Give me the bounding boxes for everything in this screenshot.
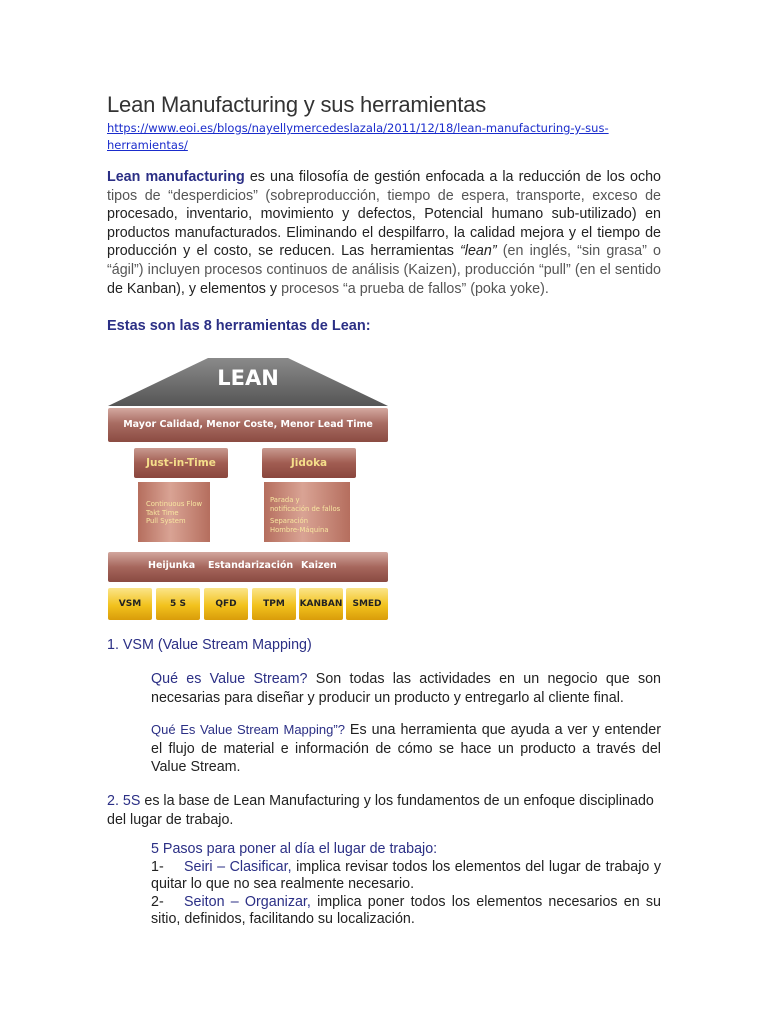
lean-house-diagram xyxy=(108,356,388,622)
pillar-cap-jit-label: Just-in-Time xyxy=(146,457,216,469)
base-item-estandarizacion: Estandarización xyxy=(208,560,294,571)
step-name: Seiton – Organizar, xyxy=(184,893,311,910)
pillar-jit-item: Continuous Flow xyxy=(146,500,203,508)
intro-text-2: tipos de “desperdicios” (sobreproducción, tiempo de espera, transporte, exceso de xyxy=(107,187,661,204)
pillar-jidoka xyxy=(264,482,350,542)
pillar-jidoka-item: Parada y xyxy=(270,496,300,504)
intro-text-3: procesado, inventario, movimiento y defectos, Potencial humano sub-utilizado) en productos manufacturados. Eliminando el despilfarro, la calidad mejora y el tiempo de producción y el costo, se reducen. Las herramientas xyxy=(107,206,661,260)
pillar-jidoka-item: notificación de fallos xyxy=(270,504,341,513)
intro-lean-word: “lean” xyxy=(460,243,497,260)
intro-text-6: procesos “a prueba de fallos” (poka yoke). xyxy=(281,280,549,297)
intro-text-4: (en inglés, “sin grasa” o “ágil”) incluyen procesos continuos de análisis (Kaizen), producción “pull” (en el sentido xyxy=(107,243,661,278)
base-item-heijunka: Heijunka xyxy=(148,560,196,571)
goals-beam xyxy=(108,408,388,442)
base-item-kaizen: Kaizen xyxy=(301,560,337,571)
intro-lead-term: Lean manufacturing xyxy=(107,169,245,185)
tool-qfd: QFD xyxy=(204,588,248,620)
section-1-paragraph-1 xyxy=(151,670,661,707)
section-1-answer-1: Son todas las actividades en un negocio que son necesarias para diseñar y producir un producto y entregarlo al cliente final. xyxy=(151,671,661,706)
section-2-text: es la base de Lean Manufacturing y los fundamentos de un enfoque disciplinado del lugar de trabajo. xyxy=(107,793,654,828)
tools-heading: Estas son las 8 herramientas de Lean: xyxy=(107,318,371,334)
section-2-number: 2. 5S xyxy=(107,793,141,809)
pillar-cap-jidoka-label: Jidoka xyxy=(290,457,328,469)
intro-paragraph xyxy=(107,168,661,298)
pillar-cap-jit xyxy=(134,448,228,478)
steps-heading: 5 Pasos para poner al día el lugar de trabajo: xyxy=(151,841,438,857)
foundation-bar xyxy=(108,552,388,582)
section-2-paragraph xyxy=(107,792,662,829)
step-item xyxy=(151,859,661,894)
tool-tpm: TPM xyxy=(252,588,296,620)
section-1-question-1: Qué es Value Stream? xyxy=(151,671,308,687)
step-item xyxy=(151,894,661,929)
page-title: Lean Manufacturing y sus herramientas xyxy=(107,92,487,117)
section-1-paragraph-2 xyxy=(151,721,661,777)
step-text: implica poner todos los elementos necesarios en su sitio, definidos, facilitando su localización. xyxy=(151,893,661,928)
step-number: 2- xyxy=(151,893,164,910)
source-link-line-2[interactable]: herramientas/ xyxy=(107,138,188,152)
tool-smed: SMED xyxy=(346,588,388,620)
step-text: implica revisar todos los elementos del lugar de trabajo y quitar lo que no sea realmente necesario. xyxy=(151,858,661,893)
step-name: Seiri – Clasificar, xyxy=(184,858,292,875)
section-1-heading: 1. VSM (Value Stream Mapping) xyxy=(107,637,312,653)
roof-label: LEAN xyxy=(217,366,279,390)
intro-text-5: de Kanban), y elementos y xyxy=(107,280,282,297)
goals-beam-label: Mayor Calidad, Menor Coste, Menor Lead Time xyxy=(123,419,373,430)
tool-kanban: KANBAN xyxy=(299,588,343,620)
pillar-jidoka-item: Hombre-Máquina xyxy=(270,525,329,534)
section-1-question-2: Qué Es Value Stream Mapping”? xyxy=(151,722,345,737)
pillar-jidoka-item: Separación xyxy=(270,517,309,525)
source-link[interactable] xyxy=(107,120,627,154)
section-1-answer-2: Es una herramienta que ayuda a ver y entender el flujo de material e información de cómo se hace un producto a través del Value Stream. xyxy=(151,722,661,776)
tool-vsm: VSM xyxy=(108,588,152,620)
intro-text-1: es una filosofía de gestión enfocada a la reducción de los ocho xyxy=(244,169,661,185)
source-link-line-1[interactable]: https://www.eoi.es/blogs/nayellymercedeslazala/2011/12/18/lean-manufacturing-y-sus- xyxy=(107,121,609,135)
pillar-jit xyxy=(138,482,210,542)
tool-5s: 5 S xyxy=(156,588,200,620)
section-2-steps xyxy=(151,841,661,929)
step-number: 1- xyxy=(151,858,164,875)
pillar-jit-item: Takt Time xyxy=(146,508,179,517)
pillar-jit-item: Pull System xyxy=(146,517,186,525)
pillar-cap-jidoka xyxy=(262,448,356,478)
